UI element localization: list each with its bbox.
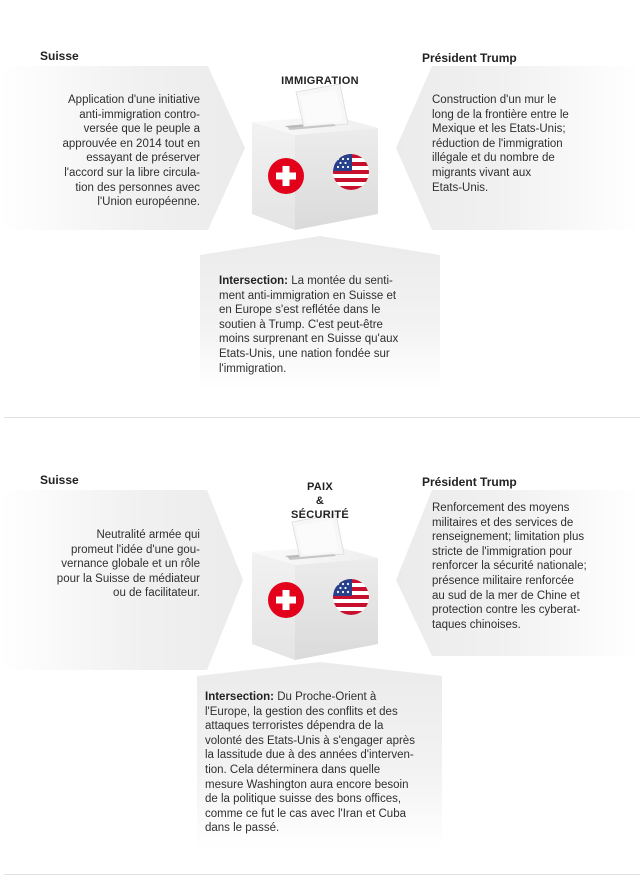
topic-line: SÉCURITÉ [290, 509, 350, 521]
text-line-rest: Du Proche-Orient à [274, 691, 377, 703]
text-line: comme ce fut le cas avec l'Iran et Cuba [205, 807, 406, 820]
swiss-heading: Suisse [40, 473, 79, 487]
section-immigration [0, 0, 640, 418]
topic-title [262, 74, 378, 88]
text-line: l'accord sur la libre circula- [64, 166, 200, 179]
text-line: militaires et des services de [432, 516, 574, 529]
text-line: volonté des Etats-Unis à s'engager après [205, 734, 415, 747]
text-line: illégale et du nombre de [432, 152, 555, 165]
topic-line: PAIX [306, 481, 334, 493]
text-line: Etats-Unis. [432, 181, 489, 194]
text-line: Neutralité armée qui [96, 529, 200, 541]
text-line: taques chinoises. [432, 618, 521, 631]
text-line: renseignement; limitation plus [432, 531, 585, 544]
intersection-text [205, 690, 440, 836]
swiss-flag-icon [268, 158, 304, 194]
text-line: l'immigration. [219, 362, 287, 375]
swiss-flag-icon [268, 582, 304, 618]
text-line: migrants vivant aux [432, 166, 532, 179]
swiss-heading: Suisse [40, 49, 79, 63]
text-line: en Europe s'est reflétée dans le [219, 304, 381, 317]
text-line: l'Union européenne. [97, 196, 200, 209]
text-line [219, 274, 434, 289]
text-line: promeut l'idée d'une gou- [70, 543, 200, 556]
text-line: mesure Washington aura encore besoin [205, 778, 409, 791]
text-line: pour la Suisse de médiateur [56, 572, 200, 585]
text-line: au sud de la mer de Chine et [432, 589, 580, 602]
text-line: approuvée en 2014 tout en [62, 137, 200, 150]
text-line: renforcer la sécurité nationale; [432, 560, 587, 573]
text-line: de la politique suisse des bons offices, [205, 793, 402, 806]
topic-title [262, 480, 378, 522]
us-flag-icon [333, 154, 369, 190]
intersection-text [219, 274, 434, 376]
swiss-position-text [10, 528, 200, 601]
us-flag-icon [333, 579, 369, 615]
text-line: Mexique et les Etats-Unis; [432, 123, 566, 136]
text-line: l'Europe, la gestion des conflits et des [205, 705, 398, 718]
text-line: réduction de l'immigration [432, 137, 563, 150]
swiss-position-text [20, 93, 200, 210]
trump-position-text [432, 501, 637, 632]
text-line [205, 690, 440, 705]
text-line-rest: La montée du senti- [288, 275, 393, 287]
ballot-paper-icon [296, 84, 348, 128]
text-line: tion des personnes avec [75, 181, 200, 194]
text-line: versée que le peuple a [83, 123, 200, 136]
text-line: protection contre les cyberat- [432, 604, 581, 617]
text-line: long de la frontière entre le [432, 108, 569, 121]
text-line: moins surprenant en Suisse qu'aux [219, 333, 399, 346]
trump-position-text [432, 93, 632, 195]
text-line: Application d'une initiative [68, 94, 200, 106]
topic-line: IMMIGRATION [281, 75, 359, 87]
text-line: vernance globale et un rôle [61, 558, 200, 571]
text-line: Etats-Unis, une nation fondée sur [219, 347, 390, 360]
text-line: attaques terroristes dépendra de la [205, 720, 384, 733]
text-line: tion. Cela déterminera dans quelle [205, 763, 381, 776]
text-line: dans le passé. [205, 822, 280, 835]
topic-line: & [315, 495, 325, 507]
text-line: ment anti-immigration en Suisse et [219, 289, 397, 302]
trump-heading: Président Trump [422, 475, 517, 489]
text-line: stricte de l'immigration pour [432, 545, 573, 558]
text-line: Construction d'un mur le [432, 94, 557, 106]
text-line: ou de facilitateur. [113, 587, 200, 600]
text-line: la lassitude due à des années d'interven- [205, 749, 414, 762]
text-line: présence militaire renforcée [432, 574, 574, 587]
text-line: soutien à Trump. C'est peut-être [219, 318, 383, 331]
intersection-label: Intersection: [205, 691, 275, 703]
text-line: Renforcement des moyens [432, 502, 570, 514]
section-peace-security [0, 418, 640, 882]
intersection-label: Intersection: [219, 275, 289, 287]
section-divider [4, 874, 640, 875]
trump-heading: Président Trump [422, 51, 517, 65]
text-line: anti-immigration contro- [79, 108, 200, 121]
text-line: essayant de préserver [86, 152, 200, 165]
